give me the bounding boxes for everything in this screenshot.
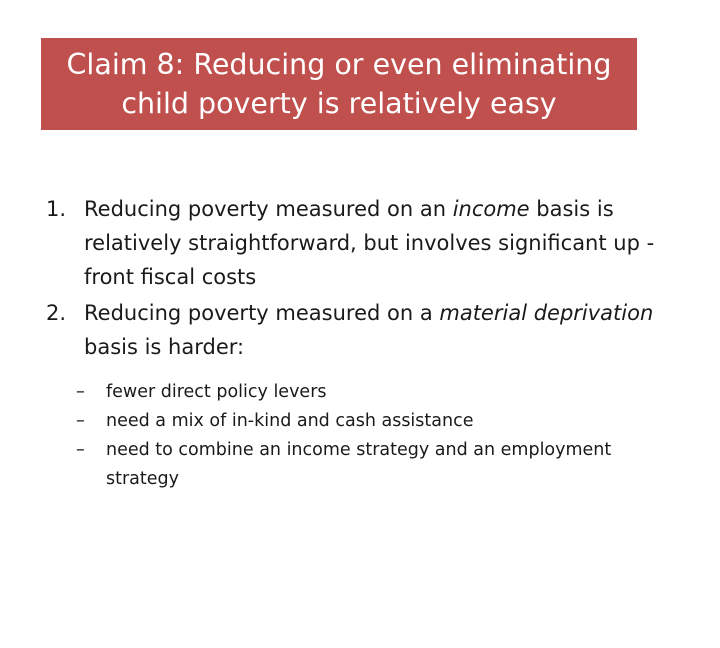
slide-title-banner xyxy=(41,38,637,130)
point-2 xyxy=(46,296,686,494)
sub-point-1-dash: – xyxy=(76,382,85,402)
sub-point-1-text: fewer direct policy levers xyxy=(106,382,327,402)
point-2-text-end: basis is harder: xyxy=(84,335,245,359)
sub-point-2-dash: – xyxy=(76,411,85,431)
point-2-sub-list xyxy=(76,378,686,494)
sub-point-1 xyxy=(76,378,686,407)
sub-point-2-text: need a mix of in-kind and cash assistance xyxy=(106,411,474,431)
slide-title-line-2: child poverty is relatively easy xyxy=(121,87,557,120)
sub-point-2 xyxy=(76,407,686,436)
point-2-emphasis: material deprivation xyxy=(439,301,654,325)
slide-title xyxy=(67,45,612,123)
point-2-text-start: Reducing poverty measured on a xyxy=(84,301,440,325)
point-1 xyxy=(46,192,686,294)
claim-points-list xyxy=(46,192,686,496)
sub-point-3 xyxy=(76,436,686,494)
sub-point-3-dash: – xyxy=(76,440,85,460)
point-1-emphasis: income xyxy=(452,197,530,221)
slide-title-line-1: Claim 8: Reducing or even eliminating xyxy=(66,48,612,81)
point-1-text-start: Reducing poverty measured on an xyxy=(84,197,453,221)
sub-point-3-text: need to combine an income strategy and an employment strategy xyxy=(106,440,612,489)
point-2-number: 2. xyxy=(46,301,67,325)
point-1-text-end: basis is relatively straightforward, but involves significant up -front fiscal costs xyxy=(84,197,655,289)
point-1-number: 1. xyxy=(46,197,67,221)
